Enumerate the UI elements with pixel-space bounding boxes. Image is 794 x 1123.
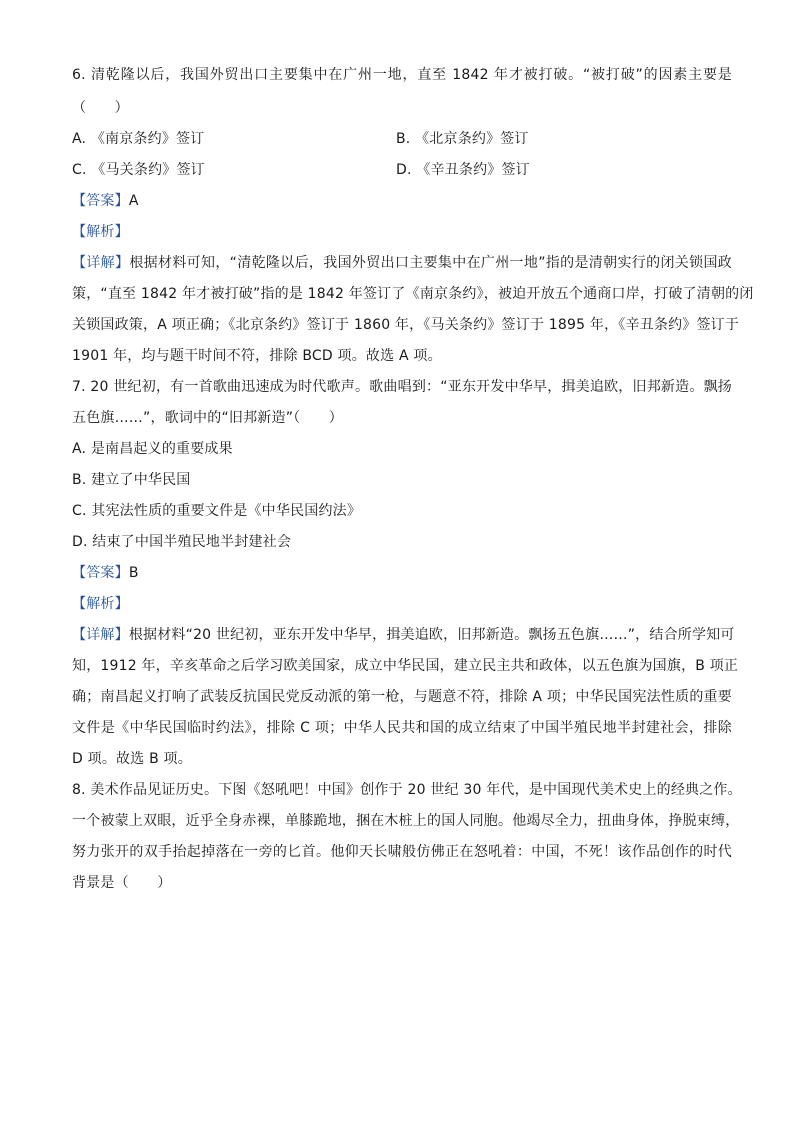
q6-option-b: B. 《北京条约》签订 [396,131,529,147]
q7-analysis-line-1 [72,624,735,655]
q7-option-a: A. 是南昌起义的重要成果 [72,441,233,457]
q6-analysis-line-2: 策，“直至 1842 年才被打破”指的是 1842 年签订了《南京条约》，被迫开放五个通商口岸，打破了清朝的闭 [72,286,754,302]
q8-stem-line-4: 背景是（ ） [72,875,172,891]
q7-stem-line-1: 7. 20 世纪初，有一首歌曲迅速成为时代歌声。歌曲唱到：“亚东开发中华早，揖美追欧，旧邦新造。飘扬 [72,379,732,395]
q7-analysis-text-1: 根据材料“20 世纪初，亚东开发中华早，揖美追欧，旧邦新造。飘扬五色旗……”，结合所学知可 [128,627,735,643]
q7-analysis-line-4: 文件是《中华民国临时约法》，排除 C 项；中华人民共和国的成立结束了中国半殖民地半封建社会，排除 [72,720,732,736]
q6-options-row-2 [72,159,732,190]
q7-analysis-line-2: 知，1912 年，辛亥革命之后学习欧美国家，成立中华民国，建立民主共和政体，以五色旗为国旗，B 项正 [72,658,739,674]
q7-option-c: C. 其宪法性质的重要文件是《中华民国约法》 [72,503,362,519]
q7-analysis-label: 【解析】 [72,596,129,612]
q6-option-a: A. 《南京条约》签订 [72,131,205,147]
q6-analysis-text-1: 根据材料可知，“清乾隆以后，我国外贸出口主要集中在广州一地”指的是清朝实行的闭关锁国政 [129,255,732,271]
q7-analysis-line-5: D 项。故选 B 项。 [72,751,192,767]
q7-detail-label: 【详解】 [72,627,129,643]
q6-analysis-heading [72,221,732,252]
q8-stem-line-3: 努力张开的双手抬起掉落在一旁的匕首。他仰天长啸般仿佛正在怒吼着：中国，不死！该作品创作的时代 [72,844,732,860]
q7-option-b: B. 建立了中华民国 [72,472,191,488]
q6-analysis-label: 【解析】 [72,224,129,240]
q7-analysis-heading [72,593,732,624]
q8-stem-line-1: 8. 美术作品见证历史。下图《怒吼吧！中国》创作于 20 世纪 30 年代，是中国现代美术史上的经典之作。 [72,782,742,798]
q6-analysis-line-4: 1901 年，均与题干时间不符，排除 BCD 项。故选 A 项。 [72,348,442,364]
q6-analysis-line-1 [72,252,732,283]
q6-stem-line-1: 6. 清乾隆以后，我国外贸出口主要集中在广州一地，直至 1842 年才被打破。“被打破”的因素主要是 [72,67,732,83]
q7-stem-line-2: 五色旗……”，歌词中的“旧邦新造”（ ） [72,410,343,426]
q6-answer-label: 【答案】 [72,193,129,209]
q6-detail-label: 【详解】 [72,255,130,271]
q6-option-d: D. 《辛丑条约》签订 [396,162,530,178]
q7-option-d: D. 结束了中国半殖民地半封建社会 [72,534,292,550]
document-page [72,64,754,903]
q6-analysis-line-3: 关锁国政策，A 项正确；《北京条约》签订于 1860 年，《马关条约》签订于 1895 年，《辛丑条约》签订于 [72,317,740,333]
q7-answer-value: B [128,565,139,581]
q7-analysis-line-3: 确；南昌起义打响了武装反抗国民党反动派的第一枪，与题意不符，排除 A 项；中华民国宪法性质的重要 [72,689,732,705]
q8-stem-line-2: 一个被蒙上双眼，近乎全身赤裸，单膝跪地，捆在木桩上的国人同胞。他竭尽全力，扭曲身体，挣脱束缚， [72,813,740,829]
q6-answer [72,190,732,221]
q6-options-row-1 [72,128,732,159]
q7-answer [72,562,732,593]
q6-option-c: C. 《马关条约》签订 [72,162,205,178]
q7-answer-label: 【答案】 [72,565,129,581]
q6-answer-value: A [128,193,139,209]
q6-stem-line-2: （ ） [72,100,129,116]
